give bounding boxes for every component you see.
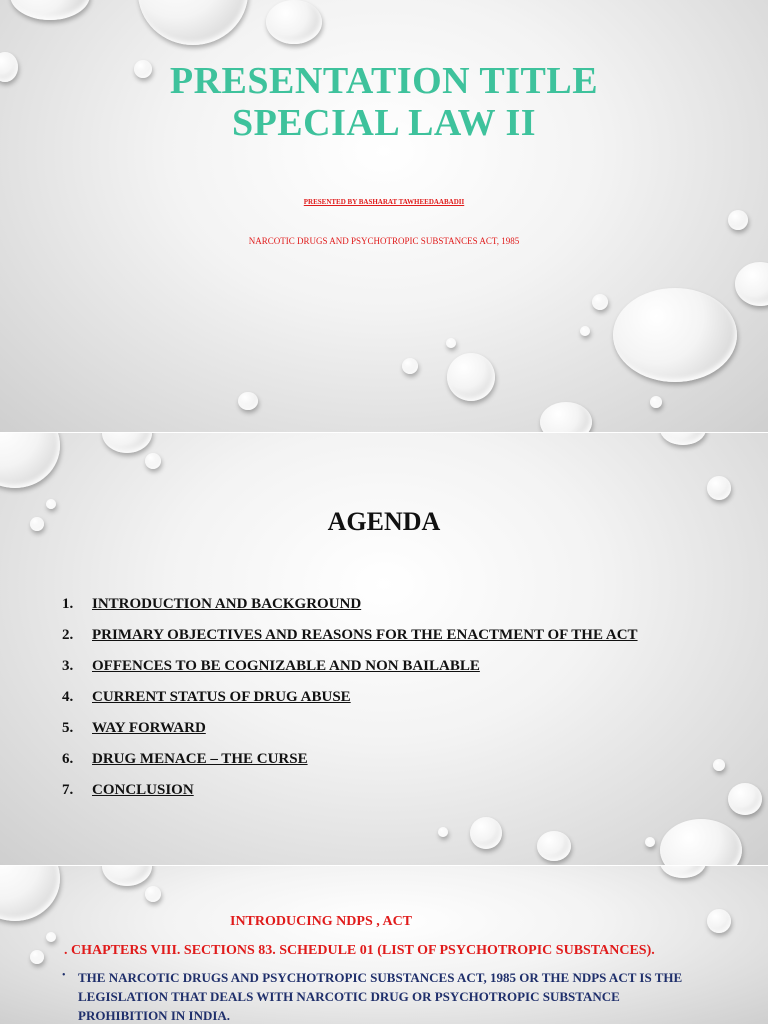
water-drop xyxy=(102,866,152,886)
agenda-item xyxy=(62,651,638,682)
water-drop xyxy=(0,433,60,488)
water-drop xyxy=(660,866,706,878)
title-line-1: PRESENTATION TITLE xyxy=(169,60,599,102)
water-drop xyxy=(540,402,592,432)
water-drop xyxy=(446,338,456,348)
agenda-item xyxy=(62,589,638,620)
water-drop xyxy=(645,837,655,847)
agenda-item xyxy=(62,775,638,806)
agenda-slide xyxy=(0,433,768,865)
presentation-title xyxy=(0,60,768,144)
water-drop xyxy=(735,262,768,306)
water-drop xyxy=(470,817,502,849)
water-drop xyxy=(46,932,56,942)
agenda-item-number: 5. xyxy=(62,720,74,736)
water-drop xyxy=(613,288,737,382)
water-drop xyxy=(592,294,608,310)
introduction-slide xyxy=(0,866,768,1024)
water-drop xyxy=(438,827,448,837)
water-drop xyxy=(145,886,161,902)
agenda-item-number: 1. xyxy=(62,596,74,612)
agenda-item xyxy=(62,620,638,651)
title-slide xyxy=(0,0,768,432)
agenda-item-text: CONCLUSION xyxy=(92,782,194,798)
water-drop xyxy=(266,0,322,44)
water-drop xyxy=(728,783,762,815)
agenda-item-number: 3. xyxy=(62,658,74,674)
water-drop xyxy=(30,950,44,964)
water-drop xyxy=(138,0,248,45)
bullet-icon: • xyxy=(62,970,66,981)
water-drop xyxy=(537,831,571,861)
agenda-item xyxy=(62,744,638,775)
agenda-item-text: PRIMARY OBJECTIVES AND REASONS FOR THE ENACTMENT OF THE ACT xyxy=(92,627,638,643)
water-drop xyxy=(102,433,152,453)
agenda-item-text: DRUG MENACE – THE CURSE xyxy=(92,751,308,767)
agenda-item xyxy=(62,713,638,744)
water-drop xyxy=(0,866,60,921)
title-line-2: SPECIAL LAW II xyxy=(231,102,537,144)
bullet-point xyxy=(62,968,702,1024)
water-drop xyxy=(580,326,590,336)
water-drop xyxy=(660,819,742,865)
agenda-heading: AGENDA xyxy=(327,507,441,536)
water-drop xyxy=(447,353,495,401)
bullet-text: THE NARCOTIC DRUGS AND PSYCHOTROPIC SUBSTANCES ACT, 1985 OR THE NDPS ACT IS THE LEGISLATION THAT DEALS WITH NARCOTIC DRUG OR PSYCHOTROPIC SUBSTANCE PROHIBITION IN INDIA. xyxy=(78,970,683,1023)
water-drop xyxy=(660,433,706,445)
agenda-item-text: OFFENCES TO BE COGNIZABLE AND NON BAILABLE xyxy=(92,658,480,674)
agenda-item-text: CURRENT STATUS OF DRUG ABUSE xyxy=(92,689,351,705)
water-drop xyxy=(650,396,662,408)
water-drop xyxy=(238,392,258,410)
water-drop xyxy=(402,358,418,374)
water-drop xyxy=(713,759,725,771)
agenda-item-text: INTRODUCTION AND BACKGROUND xyxy=(92,596,362,612)
water-drop xyxy=(145,453,161,469)
agenda-item-text: WAY FORWARD xyxy=(92,720,206,736)
water-drop xyxy=(10,0,90,20)
agenda-item-number: 6. xyxy=(62,751,74,767)
section-heading: INTRODUCING NDPS , ACT xyxy=(230,914,413,929)
agenda-list xyxy=(62,589,638,806)
agenda-item-number: 2. xyxy=(62,627,74,643)
presenter-credit: PRESENTED BY BASHARAT TAWHEEDAABADII xyxy=(303,198,465,206)
water-drop xyxy=(707,476,731,500)
agenda-item-number: 7. xyxy=(62,782,74,798)
chapters-summary: . CHAPTERS VIII. SECTIONS 83. SCHEDULE 01 (LIST OF PSYCHOTROPIC SUBSTANCES). xyxy=(64,943,655,958)
act-subtitle: NARCOTIC DRUGS AND PSYCHOTROPIC SUBSTANCES ACT, 1985 xyxy=(248,236,520,246)
agenda-item-number: 4. xyxy=(62,689,74,705)
water-drop xyxy=(707,909,731,933)
agenda-item xyxy=(62,682,638,713)
water-drop xyxy=(728,210,748,230)
